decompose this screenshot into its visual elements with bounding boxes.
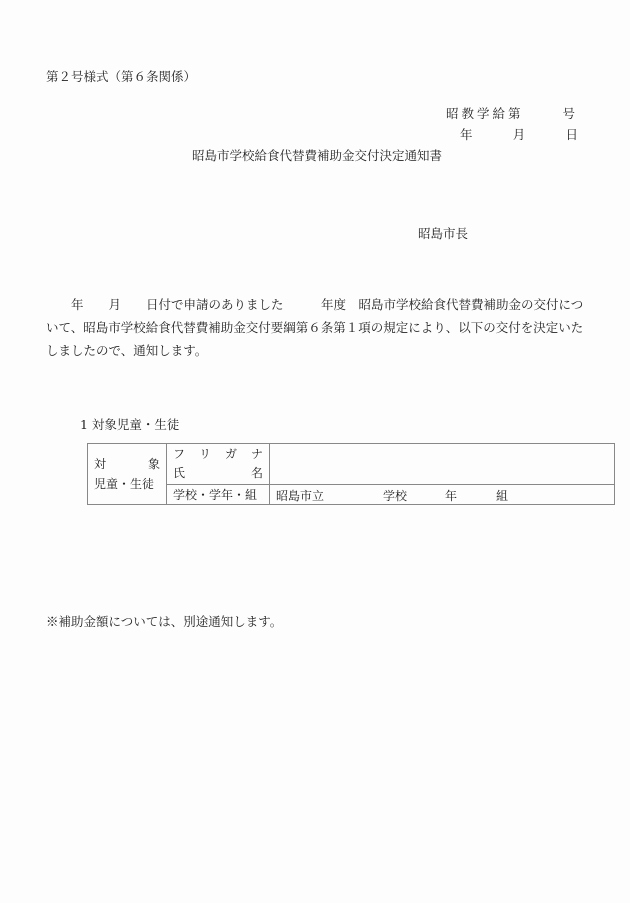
issue-date	[460, 125, 578, 143]
body-line-2: いて、昭島市学校給食代替費補助金交付要綱第６条第１項の規定により、以下の交付を決定いた	[46, 320, 584, 335]
row-header-char: 象	[147, 457, 160, 471]
name-char: 氏	[173, 466, 186, 480]
furigana-char: リ	[198, 447, 211, 461]
school-suffix: 学校	[383, 489, 408, 503]
class-suffix: 組	[496, 489, 509, 503]
date-month: 月	[512, 127, 526, 142]
body-text	[46, 293, 586, 362]
issuer: 昭島市長	[418, 226, 469, 241]
doc-number-prefix: 昭教学給第	[446, 106, 524, 121]
date-day: 日	[565, 127, 578, 142]
row-header-line2: 児童・生徒	[94, 477, 155, 491]
grade-suffix: 年	[445, 489, 458, 503]
form-number: 第２号様式（第６条関係）	[46, 69, 197, 84]
school-value-cell[interactable]	[270, 485, 615, 505]
date-year: 年	[460, 127, 473, 142]
document-title: 昭島市学校給食代替費補助金交付決定通知書	[192, 148, 443, 163]
furigana-name-label-cell	[167, 444, 270, 485]
body-line-3: しましたので、通知します。	[46, 343, 208, 358]
section-title: 1 対象児童・生徒	[80, 417, 180, 432]
furigana-char: ナ	[250, 447, 263, 461]
name-char: 名	[250, 466, 263, 480]
row-header-char: 対	[94, 457, 107, 471]
school-prefix: 昭島市立	[276, 489, 325, 503]
doc-number-suffix: 号	[562, 106, 578, 121]
body-line-1: 年 月 日付で申請のありました 年度 昭島市学校給食代替費補助金の交付につ	[46, 297, 584, 312]
furigana-char: フ	[173, 447, 186, 461]
furigana-char: ガ	[224, 447, 237, 461]
document-number	[446, 104, 578, 122]
row-header-cell	[88, 444, 167, 505]
target-student-table	[87, 443, 615, 505]
note: ※補助金額については、別途通知します。	[46, 614, 283, 629]
name-value-cell[interactable]	[270, 444, 615, 485]
school-label-cell: 学校・学年・組	[167, 485, 270, 505]
